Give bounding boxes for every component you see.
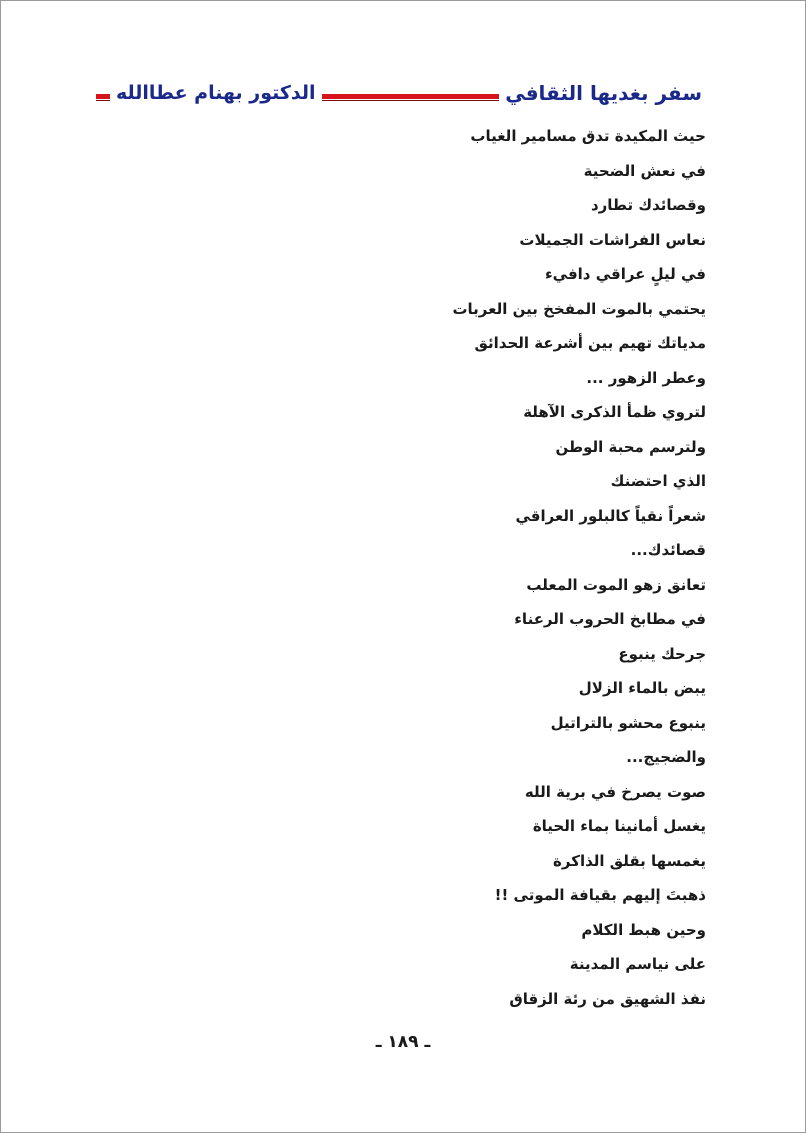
poem-line: تعانق زهو الموت المعلب [526, 575, 706, 594]
poem-line: لتروي ظمأ الذكرى الآهلة [523, 403, 706, 421]
poem-line: حيث المكيدة تدق مسامير الغياب [470, 127, 706, 145]
poem-line: ينبوع محشو بالتراتيل [550, 713, 706, 732]
poem-line: في ليلٍ عراقي دافيء [544, 265, 706, 283]
poem-line: وعطر الزهور ... [586, 368, 706, 387]
author-name: الدكتور بهنام عطاالله [110, 78, 322, 108]
poem-line: نفذ الشهيق من رئة الزقاق [509, 989, 706, 1008]
poem-line: قصائدك... [630, 541, 706, 559]
poem-line: جرحك ينبوع [618, 644, 706, 663]
poem-line: في نعش الضحية [583, 161, 706, 180]
poem-line: صوت يصرخ في برية الله [524, 782, 706, 801]
poem-line: نعاس الفراشات الجميلات [519, 230, 706, 249]
poem-line: يغمسها بقلق الذاكرة [553, 851, 706, 870]
poem-line: الذي احتضنك [610, 472, 706, 490]
poem-line: وقصائدك تطارد [590, 196, 706, 214]
poem-line: ولترسم محبة الوطن [555, 437, 706, 456]
poem-line: والضجيج... [626, 748, 706, 766]
poem-line: يغسل أمانينا بماء الحياة [532, 817, 706, 835]
poem-line: مدياتك تهيم بين أشرعة الحدائق [474, 334, 706, 352]
poem-line: على نياسم المدينة [569, 955, 706, 973]
poem-line: شعراً نقياً كالبلور العراقي [515, 506, 706, 525]
poem-line: ذهبتَ إليهم بقيافة الموتى !! [494, 886, 706, 904]
poem-line: يحتمي بالموت المفخخ بين العربات [452, 299, 706, 318]
poem-line: يبض بالماء الزلال [578, 679, 706, 697]
poem-line: وحين هبط الكلام [581, 920, 706, 939]
poem-line: في مطابخ الحروب الرعناء [514, 610, 706, 628]
page-number: ـ ١٨٩ ـ [375, 1032, 431, 1052]
book-title: سفر بغديها الثقافي [499, 78, 708, 108]
running-header [96, 78, 708, 108]
poem-text [286, 122, 706, 1019]
